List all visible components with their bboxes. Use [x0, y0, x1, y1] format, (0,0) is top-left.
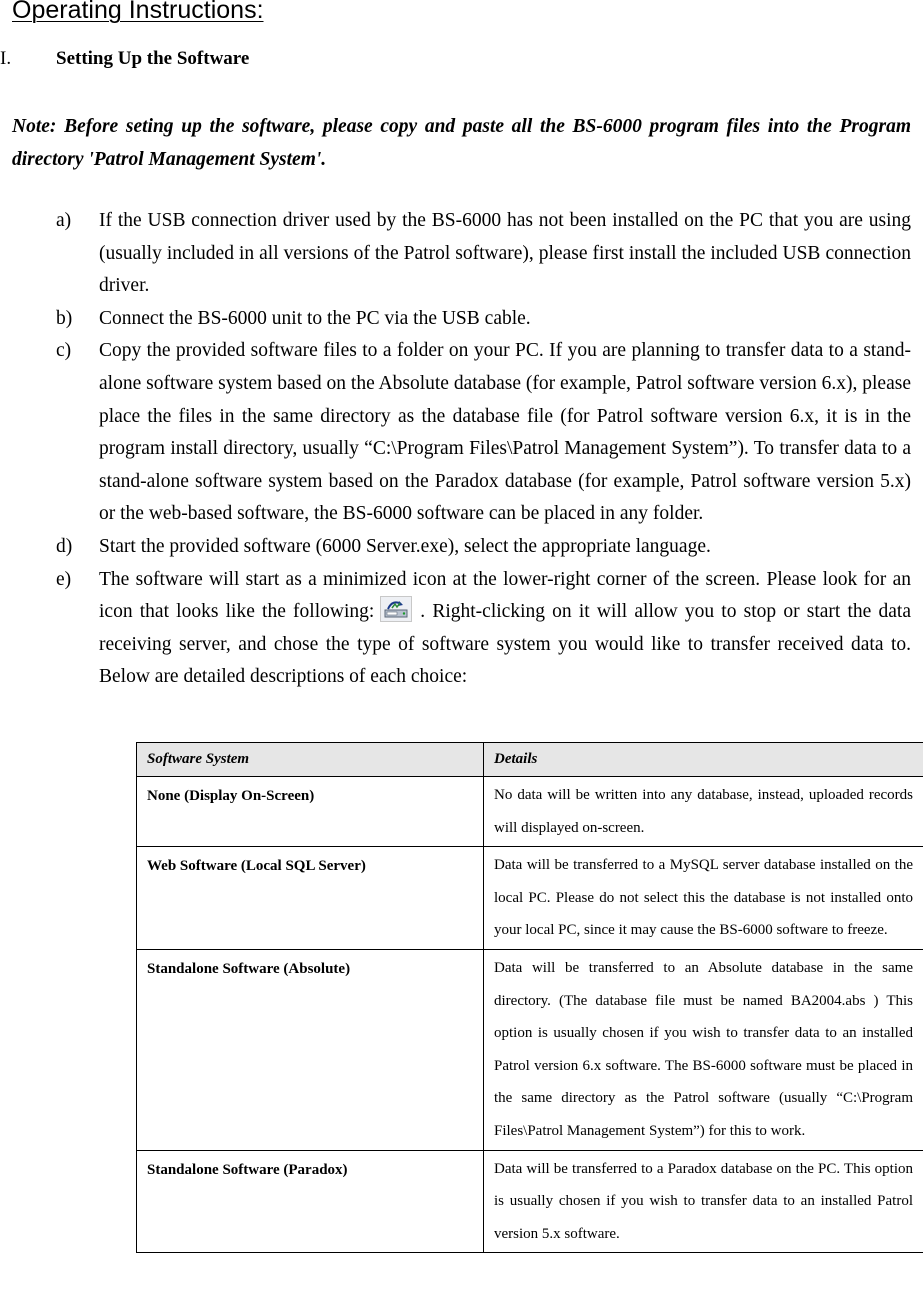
step-text: If the USB connection driver used by the BS-6000 has not been installed on the PC that you are using (usually included in all versions of the Patrol software), please first install the included USB connection driver.: [99, 210, 911, 297]
setup-steps-list: [56, 205, 911, 694]
list-item: [56, 335, 911, 531]
system-cell: [137, 1150, 484, 1253]
details-cell: No data will be written into any database, instead, uploaded records will displayed on-screen.: [484, 777, 923, 847]
tray-server-icon: [380, 596, 412, 622]
step-text: [99, 564, 911, 694]
step-label: b): [56, 307, 73, 329]
list-item: [56, 205, 911, 303]
section-number: I.: [0, 48, 12, 69]
system-cell: [137, 777, 484, 847]
list-item: [56, 564, 911, 694]
system-name: Standalone Software (Paradox): [147, 1161, 348, 1178]
step-text-before-icon: The software will start as a minimized icon at the lower-right corner of the screen. Please look for an icon that looks like the following:: [99, 568, 911, 623]
step-text: Start the provided software (6000 Server.exe), select the appropriate language.: [99, 535, 711, 557]
system-name: Web Software (Local SQL Server): [147, 858, 366, 875]
setup-note: Note: Before seting up the software, please copy and paste all the BS-6000 program files into the Program directory 'Patrol Management System'.: [12, 116, 911, 170]
system-name: None (Display On-Screen): [147, 788, 315, 804]
list-item: [56, 531, 911, 564]
step-text: Connect the BS-6000 unit to the PC via the USB cable.: [99, 307, 531, 329]
table-row: [137, 1150, 923, 1253]
column-header-software-system: Software System: [137, 743, 484, 777]
column-header-details: Details: [484, 743, 923, 777]
page-title: Operating Instructions:: [12, 0, 264, 24]
step-text: Copy the provided software files to a folder on your PC. If you are planning to transfer data to a stand-alone software system based on the Absolute database (for example, Patrol software version 6.x), please place the files in the same directory as the database file (for Patrol software version 6.x, it is in the program install directory, usually “C:\Program Files\Patrol Management System”). To transfer data to a stand-alone software system based on the Paradox database (for example, Patrol software version 5.x) or the web-based software, the BS-6000 software can be placed in any folder.: [99, 340, 911, 525]
system-cell: [137, 949, 484, 1150]
system-name: Standalone Software (Absolute): [147, 960, 351, 977]
step-label: e): [56, 568, 72, 590]
table-row: [137, 847, 923, 950]
list-item: [56, 303, 911, 336]
details-cell: Data will be transferred to a Paradox database on the PC. This option is usually chosen if you wish to transfer data to an installed Patrol version 5.x software.: [484, 1150, 923, 1253]
step-label: d): [56, 535, 73, 557]
table-row: [137, 777, 923, 847]
table-row: [137, 949, 923, 1150]
system-cell: [137, 847, 484, 950]
software-system-table: [136, 742, 923, 1253]
step-label: c): [56, 340, 72, 362]
section-title: Setting Up the Software: [56, 48, 250, 69]
details-cell: Data will be transferred to a MySQL server database installed on the local PC. Please do not select this the database is not installed onto your local PC, since it may cause the BS-6000 software to freeze.: [484, 847, 923, 950]
table-header-row: [137, 743, 923, 777]
details-cell: Data will be transferred to an Absolute database in the same directory. (The database file must be named BA2004.abs ) This option is usually chosen if you wish to transfer data to an installed Patrol version 6.x software. The BS-6000 software must be placed in the same directory as the Patrol software (usually “C:\Program Files\Patrol Management System”) for this to work.: [484, 949, 923, 1150]
step-label: a): [56, 210, 72, 231]
step-text-after-icon: . Right-clicking on it will allow you to stop or start the data receiving server, and chose the type of software system you would like to transfer received data to. Below are detailed descriptions of each choice:: [99, 601, 911, 688]
